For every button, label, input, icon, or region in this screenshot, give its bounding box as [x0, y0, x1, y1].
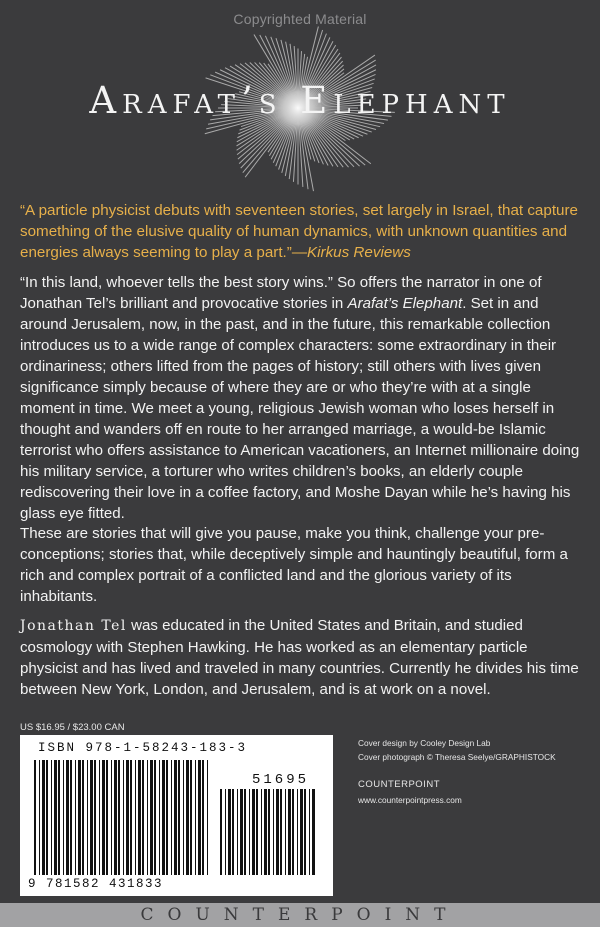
- author-bio-text: was educated in the United States and Britain, and studied cosmology with Stephen Hawking. He has worked as an elementary particle physicist and has lived and traveled in many countries. Currently he divides his time between New York, London, and Jerusalem, and is at work on a novel.: [20, 617, 579, 698]
- description-paragraph-2: These are stories that will give you pause, make you think, challenge your pre-conceptions; stories that, while deceptively simple and hauntingly beautiful, form a rich and complex portrait of a conflicted land and the glorious variety of its inhabitants.: [20, 525, 568, 605]
- footer-imprint: COUNTERPOINT: [140, 905, 460, 925]
- description-paragraph-1: [20, 272, 585, 524]
- cover-design-credit: Cover design by Cooley Design Lab: [358, 738, 491, 748]
- review-quote-text: “A particle physicist debuts with seventeen stories, set largely in Israel, that capture something of the elusive quality of human dynamics, with unknown quantities and energies always seeming to play a part.”—: [20, 202, 578, 261]
- price-code: 51695: [252, 772, 310, 788]
- price-addon-barcode: [220, 789, 316, 875]
- ean-barcode: [34, 760, 210, 875]
- cover-photo-credit: Cover photograph © Theresa Seelye/GRAPHISTOCK: [358, 752, 556, 762]
- book-title: Arafat’s Elephant: [89, 79, 511, 122]
- footer-band: [0, 903, 600, 927]
- description-p1-book-title: Arafat’s Elephant: [347, 295, 463, 312]
- ean-digits: 9 781582 431833: [28, 877, 164, 891]
- publisher-name: COUNTERPOINT: [358, 779, 440, 790]
- publisher-website: www.counterpointpress.com: [358, 795, 462, 805]
- review-source: Kirkus Reviews: [307, 244, 411, 261]
- author-name: Jonathan Tel: [20, 618, 127, 634]
- isbn-text: ISBN 978-1-58243-183-3: [38, 741, 248, 755]
- author-bio: [20, 615, 585, 700]
- description-p1-end: . Set in and around Jerusalem, now, in the past, and in the future, this remarkable collection introduces us to a wide range of complex characters: some extraordinary in their ordinariness; others lifted from the pages of history; still others with lives given significance simply because of where they are or who they’re with at a single moment in time. We meet a young, religious Jewish woman who loses herself in thought and wanders off en route to her arranged marriage, a would-be Islamic terrorist who offers assistance to American vacationers, an Internet millionaire doing his military service, a torturer who writes children’s books, an elderly couple rediscovering their love in a coffee factory, and Moshe Dayan while he’s having his glass eye fitted.: [20, 295, 580, 522]
- barcode-box: [20, 735, 333, 896]
- description-p1-start: “In this land, whoever tells the best story wins.” So offers the narrator in one of Jonathan Tel’s brilliant and provocative stories in: [20, 274, 542, 312]
- price-label: US $16.95 / $23.00 CAN: [20, 722, 125, 733]
- review-quote: [20, 200, 585, 263]
- copyright-text: Copyrighted Material: [233, 11, 367, 27]
